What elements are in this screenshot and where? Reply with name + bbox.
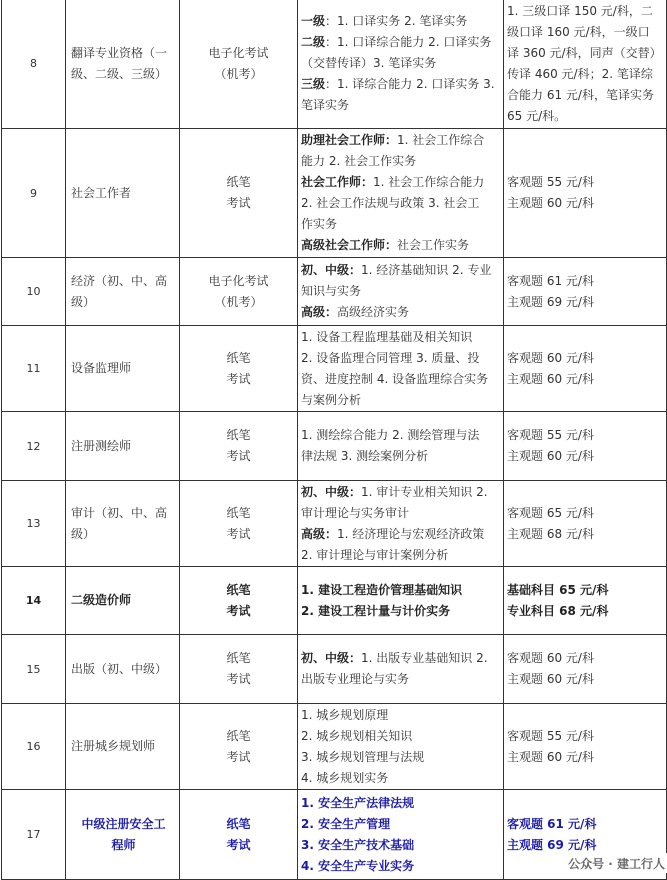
fee-line: 主观题 60 元/科 [507,196,594,210]
table-row [2,412,667,481]
fee-line: 客观题 65 元/科 [507,505,594,520]
subject-text: 出版专业理论与实务 [301,672,410,686]
exam-subjects [298,258,504,326]
subject-line [301,793,500,814]
exam-name: 翻译专业资格（一 级、二级、三级） [66,0,180,129]
table-row [2,704,667,790]
subject-text: 2. 审计理论与审计案例分析 [301,547,449,562]
exam-fee [504,704,667,790]
exam-subjects [298,0,504,129]
fee-line: 客观题 61 元/科 [507,273,594,288]
subject-line [301,302,500,323]
subject-line [301,32,500,53]
exam-subjects [298,481,504,567]
subject-text: 资、进度控制 4. 设备监理综合实务 [301,371,489,386]
exam-fee [504,412,667,481]
subject-text: 1. 出版专业基础知识 2. [361,651,488,665]
level-label: 社会工作师： [301,175,374,189]
subject-line [301,601,500,622]
subject-line [301,260,500,281]
row-number: 14 [2,567,66,635]
subject-line [301,369,500,390]
fee-line: 级口译 160 元/科，一级口 [507,24,650,39]
subject-line [301,214,500,235]
fee-line: 客观题 55 元/科 [507,428,594,442]
subject-line [301,74,500,95]
subject-text: 1. 测绘综合能力 2. 测绘管理与法 [301,428,480,442]
fee-line: 合能力 61 元/科，笔译实务 [507,87,654,102]
level-label: 初、中级： [301,484,362,499]
subject-line [301,53,500,74]
exam-name: 注册城乡规划师 [66,704,180,790]
level-label: 高级： [301,526,338,541]
fee-line: 译 360 元/科，同声（交替） [507,45,662,60]
subject-text: 1. 社会工作综合能力 [373,175,485,189]
fee-line: 专业科目 68 元/科 [507,603,609,618]
subject-line [301,482,500,503]
level-label: 二级 [301,35,326,49]
fee-line: 客观题 55 元/科 [507,175,594,189]
subject-line [301,235,500,256]
fee-line: 客观题 60 元/科 [507,350,594,365]
subject-line [301,95,500,116]
exam-mode: 纸笔 考试 [180,326,298,412]
exam-subjects [298,704,504,790]
row-number: 16 [2,704,66,790]
fee-line: 65 元/科。 [507,108,567,123]
subject-line [301,327,500,348]
subject-line [301,11,500,32]
subject-line [301,669,500,690]
exam-fee [504,635,667,704]
exam-name: 二级造价师 [66,567,180,635]
subject-line [301,856,500,877]
fee-line: 客观题 61 元/科 [507,816,597,831]
subject-line [301,726,500,747]
subject-line [301,172,500,193]
fee-line: 主观题 60 元/科 [507,449,594,463]
subject-text: 能力 2. 社会工作实务 [301,154,417,168]
subject-text: 1. 建设工程造价管理基础知识 [301,582,463,597]
subject-text: （交替传译）3. 笔译实务 [301,56,437,70]
subject-text: 2. 安全生产管理 [301,816,391,831]
level-label: 三级 [301,77,326,91]
exam-name: 中级注册安全工 程师 [66,790,180,880]
subject-text: ：1. 口译综合能力 2. 口译实务 [325,35,492,49]
exam-subjects [298,567,504,635]
level-label: 高级： [301,305,338,319]
fee-line: 主观题 69 元/科 [507,294,594,309]
subject-text: 1. 审计专业相关知识 2. [361,484,488,499]
exam-fee-table [1,0,667,880]
subject-text: 审计理论与实务审计 [301,505,410,520]
subject-text: 律法规 3. 测绘案例分析 [301,449,429,463]
fee-line: 主观题 69 元/科 [507,837,597,852]
subject-line [301,425,500,446]
exam-mode: 纸笔 考试 [180,567,298,635]
exam-fee [504,0,667,129]
subject-line [301,446,500,467]
subject-text: 1. 经济理论与宏观经济政策 [337,526,485,541]
subject-line [301,348,500,369]
subject-text: 2. 建设工程计量与计价实务 [301,603,451,618]
subject-text: 1. 安全生产法律法规 [301,795,415,810]
subject-text: 4. 安全生产专业实务 [301,858,415,873]
subject-line [301,545,500,566]
fee-line: 1. 三级口译 150 元/科，二 [507,3,653,18]
fee-line: 客观题 60 元/科 [507,651,594,665]
table-row [2,481,667,567]
exam-mode: 电子化考试 （机考） [180,0,298,129]
subject-text: 1. 设备工程监理基础及相关知识 [301,329,473,344]
table-row [2,129,667,258]
subject-text: 3. 城乡规划管理与法规 [301,749,425,764]
subject-text: 高级经济实务 [337,305,410,319]
exam-name: 设备监理师 [66,326,180,412]
exam-name: 经济（初、中、高 级） [66,258,180,326]
exam-fee [504,481,667,567]
fee-line: 主观题 60 元/科 [507,672,594,686]
subject-text: 1. 社会工作综合 [397,133,485,147]
subject-text: ：1. 译综合能力 2. 口译实务 3. [325,77,495,91]
subject-text: 知识与实务 [301,284,362,298]
level-label: 初、中级： [301,651,362,665]
subject-line [301,747,500,768]
table-row [2,0,667,129]
subject-text: 1. 经济基础知识 2. 专业 [361,263,492,277]
subject-text: 1. 城乡规划原理 [301,707,389,722]
row-number: 15 [2,635,66,704]
level-label: 高级社会工作师： [301,238,398,252]
level-label: 一级 [301,14,326,28]
row-number: 8 [2,0,66,129]
row-number: 17 [2,790,66,880]
subject-text: 与案例分析 [301,392,362,407]
subject-line [301,193,500,214]
level-label: 助理社会工作师： [301,133,398,147]
subject-line [301,705,500,726]
exam-name: 审计（初、中、高 级） [66,481,180,567]
row-number: 11 [2,326,66,412]
exam-name: 出版（初、中级） [66,635,180,704]
subject-text: ：1. 口译实务 2. 笔译实务 [325,14,468,28]
subject-line [301,835,500,856]
exam-mode: 纸笔 考试 [180,704,298,790]
exam-subjects [298,326,504,412]
exam-mode: 纸笔 考试 [180,635,298,704]
row-number: 9 [2,129,66,258]
fee-line: 主观题 60 元/科 [507,749,594,764]
subject-text: 作实务 [301,217,338,231]
table-row [2,635,667,704]
subject-text: 3. 安全生产技术基础 [301,837,415,852]
exam-fee [504,258,667,326]
table-row [2,326,667,412]
row-number: 10 [2,258,66,326]
exam-mode: 纸笔 考试 [180,129,298,258]
row-number: 13 [2,481,66,567]
fee-line: 传译 460 元/科；2. 笔译综 [507,66,653,81]
exam-mode: 纸笔 考试 [180,790,298,880]
subject-line [301,648,500,669]
level-label: 初、中级： [301,263,362,277]
subject-line [301,390,500,411]
exam-name: 社会工作者 [66,129,180,258]
subject-line [301,151,500,172]
subject-text: 4. 城乡规划实务 [301,770,389,785]
row-number: 12 [2,412,66,481]
subject-line [301,768,500,789]
subject-text: 社会工作实务 [397,238,470,252]
subject-text: 2. 城乡规划相关知识 [301,728,413,743]
subject-text: 笔译实务 [301,98,350,112]
fee-line: 基础科目 65 元/科 [507,582,609,597]
exam-name: 注册测绘师 [66,412,180,481]
table-row [2,258,667,326]
fee-line: 主观题 60 元/科 [507,371,594,386]
table-row [2,567,667,635]
fee-line: 客观题 55 元/科 [507,728,594,743]
watermark: 公众号 · 建工行人 [562,853,667,873]
exam-fee [504,326,667,412]
exam-subjects [298,412,504,481]
subject-line [301,580,500,601]
exam-mode: 纸笔 考试 [180,412,298,481]
subject-line [301,524,500,545]
subject-text: 2. 社会工作法规与政策 3. 社会工 [301,196,480,210]
exam-mode: 电子化考试 （机考） [180,258,298,326]
subject-line [301,814,500,835]
exam-fee [504,567,667,635]
subject-text: 2. 设备监理合同管理 3. 质量、投 [301,350,480,365]
subject-line [301,130,500,151]
exam-fee [504,129,667,258]
exam-mode: 纸笔 考试 [180,481,298,567]
exam-subjects [298,635,504,704]
exam-subjects [298,129,504,258]
exam-subjects [298,790,504,880]
fee-line: 主观题 68 元/科 [507,526,594,541]
subject-line [301,503,500,524]
subject-line [301,281,500,302]
